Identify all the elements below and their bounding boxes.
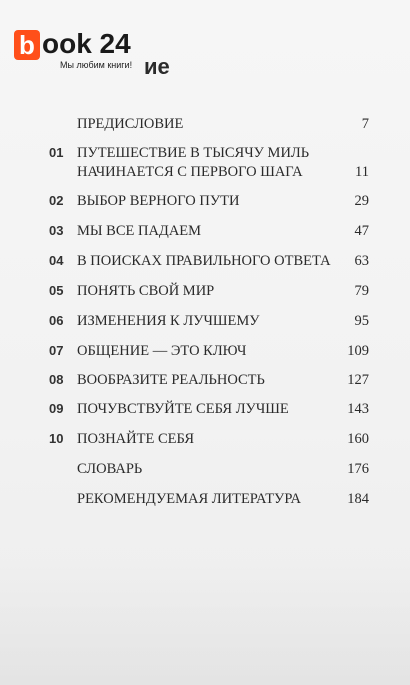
toc-title: ПОЧУВСТВУЙТЕ СЕБЯ ЛУЧШЕ	[77, 401, 289, 417]
chapter-number: 01	[49, 145, 64, 160]
toc-title: ПУТЕШЕСТВИЕ В ТЫСЯЧУ МИЛЬ	[77, 145, 310, 161]
logo-letter-badge: b	[14, 30, 40, 60]
toc-title: ПРЕДИСЛОВИЕ	[77, 116, 184, 132]
toc-title: СЛОВАРЬ	[77, 461, 143, 477]
chapter-number: 03	[49, 223, 64, 238]
toc-page-number: 127	[347, 372, 369, 388]
toc-title: РЕКОМЕНДУЕМАЯ ЛИТЕРАТУРА	[77, 491, 302, 507]
toc-title-line2: НАЧИНАЕТСЯ С ПЕРВОГО ШАГА	[77, 164, 303, 180]
chapter-number: 04	[49, 253, 64, 268]
toc-page-number: 143	[347, 401, 369, 417]
chapter-number: 08	[49, 372, 64, 387]
toc-title: В ПОИСКАХ ПРАВИЛЬНОГО ОТВЕТА	[77, 253, 331, 269]
chapter-number: 05	[49, 283, 64, 298]
toc-title: ПОНЯТЬ СВОЙ МИР	[77, 283, 215, 299]
chapter-number: 09	[49, 401, 64, 416]
chapter-number: 06	[49, 313, 64, 328]
chapter-number: 10	[49, 431, 64, 446]
toc-title: ИЗМЕНЕНИЯ К ЛУЧШЕМУ	[77, 313, 260, 329]
chapter-number: 07	[49, 343, 64, 358]
toc-page-number: 11	[355, 164, 369, 180]
chapter-number: 02	[49, 193, 64, 208]
toc-title: ОБЩЕНИЕ — ЭТО КЛЮЧ	[77, 343, 247, 359]
page-heading-fragment: ие	[144, 54, 170, 79]
toc-page-number: 109	[347, 343, 369, 359]
toc-title: ВЫБОР ВЕРНОГО ПУТИ	[77, 193, 240, 209]
toc-page-number: 79	[354, 283, 369, 299]
toc-title: МЫ ВСЕ ПАДАЕМ	[77, 223, 202, 239]
toc-page-number: 63	[354, 253, 369, 269]
toc-title: ПОЗНАЙТЕ СЕБЯ	[77, 431, 195, 447]
toc-page-number: 29	[354, 193, 369, 209]
toc-page-number: 160	[347, 431, 369, 447]
toc-page-number: 7	[361, 116, 369, 132]
logo-wordmark: ook 24	[42, 28, 131, 59]
toc-page-number: 47	[354, 223, 369, 239]
toc-page-number: 176	[347, 461, 369, 477]
toc-page-number: 95	[354, 313, 369, 329]
logo-tagline: Мы любим книги!	[60, 60, 133, 70]
toc-title: ВООБРАЗИТЕ РЕАЛЬНОСТЬ	[77, 372, 265, 388]
toc-page-number: 184	[347, 491, 369, 507]
